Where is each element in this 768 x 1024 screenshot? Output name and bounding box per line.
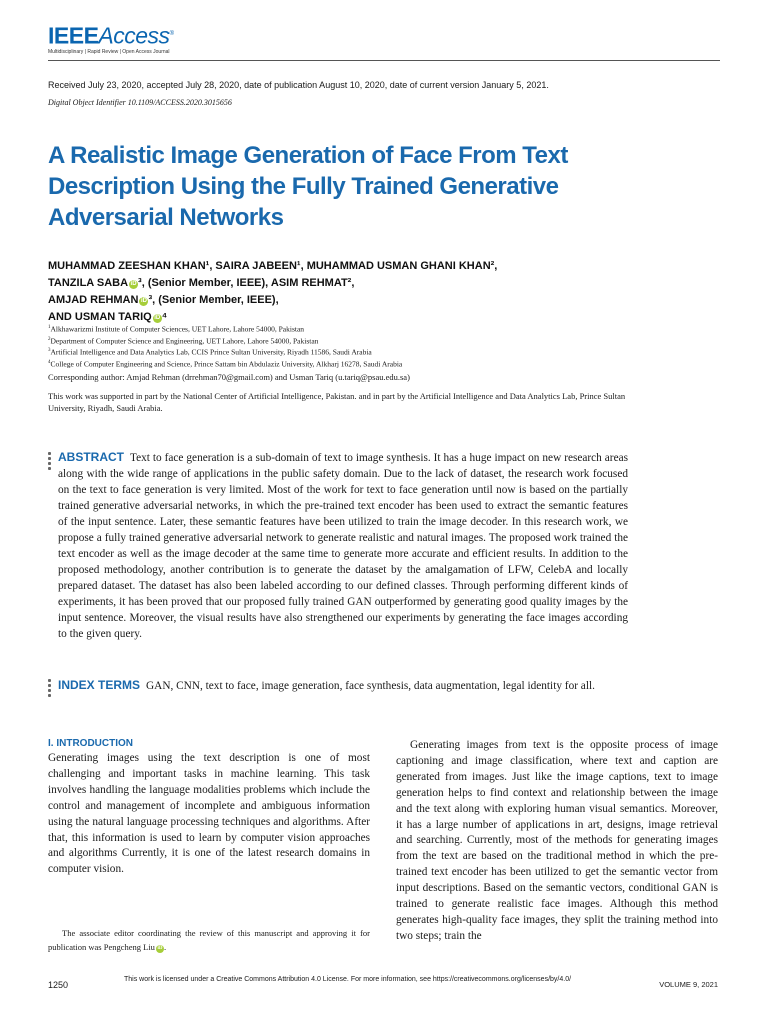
footnote-text: The associate editor coordinating the review of this manuscript and approving it for publication was Pengcheng Liu [48,928,370,952]
affiliation-text: Alkhawarizmi Institute of Computer Sciences, UET Lahore, Lahore 54000, Pakistan [50,324,305,334]
page-number: 1250 [48,980,69,990]
affiliation [48,346,402,358]
column-right [396,738,718,945]
received-dates: Received July 23, 2020, accepted July 28, 2020, date of publication August 10, 2020, date of current version January 5, 2021. [48,80,549,90]
paper-title: A Realistic Image Generation of Face From Text Description Using the Fully Trained Generative Adversarial Networks [48,142,568,231]
index-terms [58,677,628,694]
index-terms-text: GAN, CNN, text to face, image generation, face synthesis, data augmentation, legal identity for all. [146,680,595,692]
orcid-icon[interactable]: iD [130,281,137,287]
author-line-1: MUHAMMAD ZEESHAN KHAN¹, SAIRA JABEEN¹, MUHAMMAD USMAN GHANI KHAN², [48,260,498,272]
affiliation-text: Department of Computer Science and Engineering, UET Lahore, Lahore 54000, Pakistan [50,336,319,345]
abstract [58,449,628,642]
logo-ieee: IEEE [48,22,99,49]
corresponding-author: Corresponding author: Amjad Rehman (drrehman70@gmail.com) and Usman Tariq (u.tariq@psau.edu.sa) [48,372,410,382]
affiliation-number: 1 [48,325,51,330]
affiliation [48,358,402,370]
logo-access: Access [98,22,170,49]
author-name: AMJAD REHMAN [48,294,139,306]
footnote-end: . [163,942,167,952]
author-name: AND USMAN TARIQ [48,311,152,323]
logo-wordmark [48,22,173,48]
intro-paragraph-1: Generating images using the text description is one of most challenging and important tasks in machine learning. This task involves handling the language modalities problems which include the control and management of incomplete and ambiguous information using the natural language processing techniques and algorithms. After that, this information is used to learn by computer vision approaches and algorithms Currently, it is one of the latest research domains in computer vision. [48,752,370,876]
affiliation-number: 4 [48,359,51,365]
affiliation-text: College of Computer Engineering and Science, Prince Sattam bin Abdulaziz University, Alkharj 16278, Saudi Arabia [50,359,403,368]
affiliation-text: Artificial Intelligence and Data Analytics Lab, CCIS Prince Sultan University, Riyadh 11586, Saudi Arabia [50,347,372,357]
author-suffix: ⁴ [161,311,168,323]
logo-tagline: Multidisciplinary | Rapid Review | Open Access Journal [48,48,170,55]
author-name: TANZILA SABA [48,277,129,289]
doi: Digital Object Identifier 10.1109/ACCESS.2020.3015656 [48,98,232,107]
affiliation-number: 2 [48,336,51,342]
index-terms-label: INDEX TERMS [58,678,141,692]
editor-footnote [48,926,370,954]
affiliation-number: 3 [48,348,51,353]
orcid-icon[interactable]: iD [157,946,163,951]
index-terms-marker [48,679,51,699]
paragraph-text: Generating images from text is the opposite process of image captioning and image classification, where text and caption are generated from images. Just like the image captions, text to image generation helps to find context and relationship between the image and the text along with exploring human visual semantics. Moreover, it has a large number of applications in art, designs, image retrieval and searching. Currently, most of the methods for generating images from the text are based on the traditional method in which the pre-trained text encoder has been utilized to get the semantic vector from input descriptions. Based on the semantic vectors, conditional GAN is trained to generate realistic face images. Although this method generates high-quality face images, they split the training method into two steps; train the [396,739,718,942]
author-suffix: ³, (Senior Member, IEEE), ASIM REHMAT², [138,277,355,289]
header-rule [48,60,720,61]
author-suffix: ³, (Senior Member, IEEE), [148,294,279,306]
author-line-3 [48,292,698,309]
volume-label: VOLUME 9, 2021 [659,980,718,989]
abstract-label: ABSTRACT [58,450,124,464]
logo-trademark: ® [169,31,174,37]
license-notice[interactable]: This work is licensed under a Creative Commons Attribution 4.0 License. For more information, see https://creativecommons.org/licenses/by/4.0/ [124,976,572,983]
abstract-marker [48,452,51,472]
author-list [48,258,698,326]
affiliations [48,323,402,369]
section-heading: I. INTRODUCTION [48,738,133,749]
journal-logo [48,22,173,55]
orcid-icon[interactable]: iD [154,315,161,321]
affiliation [48,335,402,347]
orcid-icon[interactable]: iD [140,298,147,304]
intro-paragraph-2 [396,738,718,945]
funding-statement: This work was supported in part by the National Center of Artificial Intelligence, Pakistan. and in part by the Artificial Intelligence and Data Analytics Lab, Prince Sultan University, Riyadh, Saudi Arabia. [48,391,626,413]
affiliation [48,323,402,335]
column-left [48,738,370,878]
abstract-text: Text to face generation is a sub-domain of text to image synthesis. It has a huge impact on new research areas along with the wide range of applications in the public safety domain. Due to the lack of dataset, the research work focused on the text to face generation is very limited. Most of the work for text to face generation until now is based on the partially trained generative adversarial networks, in which the pre-trained text encoder has been used to extract the semantic features of the input sentence. Later, these semantic features have been utilized to train the image decoder. In this research work, we propose a fully trained generative adversarial network to generate realistic and natural images. The proposed work trained the text encoder as well as the image decoder at the same time to generate more accurate and efficient results. In addition to the proposed methodology, another contribution is to generate the dataset by the amalgamation of LFW, CelebA and locally prepared dataset. The dataset has also been labeled according to our defined classes. Through performing different kinds of experiments, it has been proved that our proposed fully trained GAN outperformed by generating good quality images by the input sentence. Moreover, the visual results have also strengthened our experiments by generating the face images according to the given query. [58,452,628,640]
author-line-2 [48,275,698,292]
